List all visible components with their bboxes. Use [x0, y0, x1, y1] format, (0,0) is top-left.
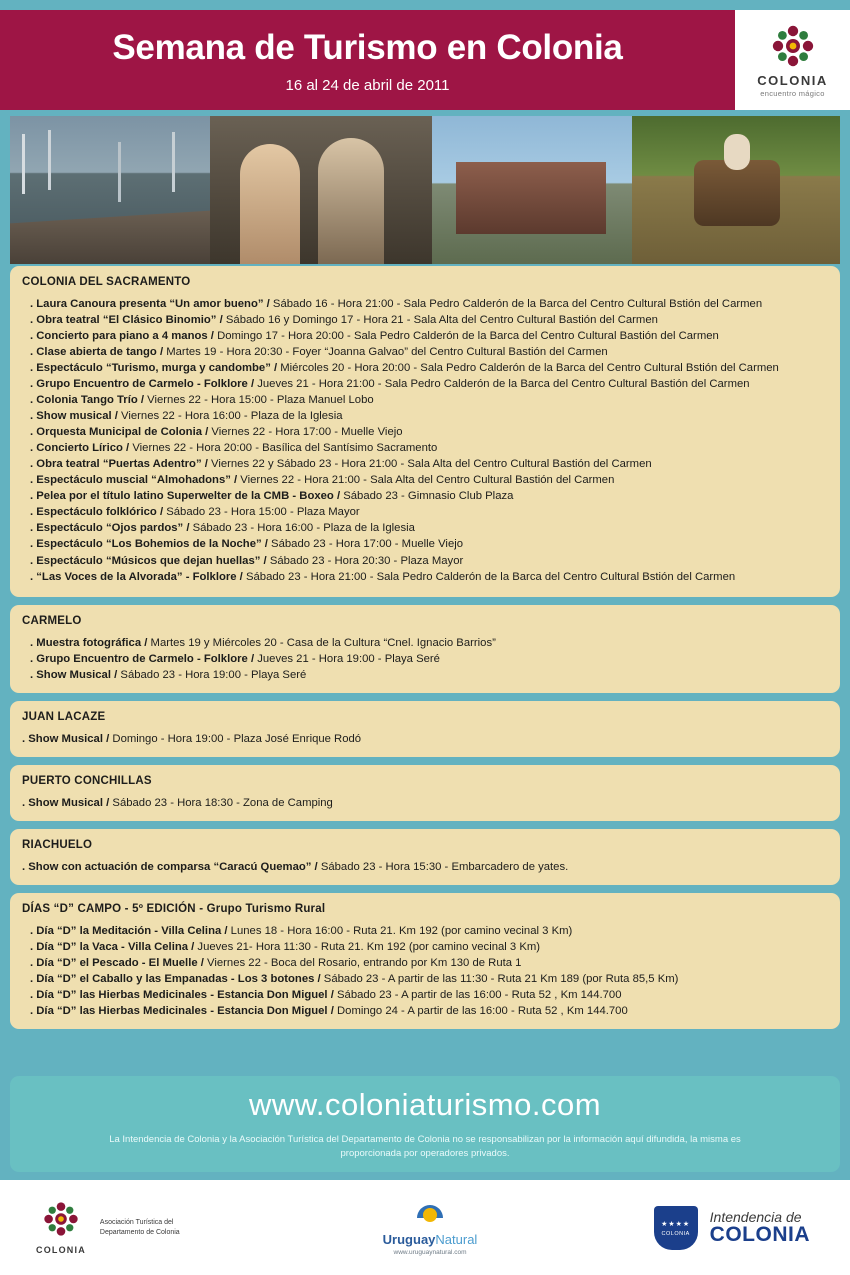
list-item: . Espectáculo folklórico / Sábado 23 - Hora 15:00 - Plaza Mayor — [30, 506, 360, 519]
disclaimer-line-2: aquí difundida, la misma es proporcionada por operadores privados. — [340, 1134, 741, 1159]
shield-name: COLONIA — [661, 1230, 690, 1237]
colonia-logo-name: COLONIA — [757, 72, 828, 88]
list-item: . Show con actuación de comparsa “Caracú Quemao” / Sábado 23 - Hora 15:30 - Embarcadero de yates. — [22, 860, 569, 873]
atdc-line-2: Departamento de Colonia — [99, 1228, 180, 1236]
list-item: . Día “D” la Vaca - Villa Celina / Jueves 21- Hora 11:30 - Ruta 21. Km 192 (por camino vecinal 3 Km) — [30, 940, 541, 953]
footer-colonia-logo — [36, 1200, 86, 1255]
list-item: . Pelea por el título latino Superwelter de la CMB - Boxeo / Sábado 23 - Gimnasio Club Plaza — [30, 490, 514, 503]
list-item: . Grupo Encuentro de Carmelo - Folklore / Jueves 21 - Hora 21:00 - Sala Pedro Calderón de la Barca del Centro Cultural Bastión del Carmen — [30, 378, 750, 391]
disclaimer-line-1: La Intendencia de Colonia y la Asociación Turística del Departamento de Colonia no se responsabilizan por la información — [109, 1134, 623, 1146]
list-item: . Espectáculo “Los Bohemios de la Noche” / Sábado 23 - Hora 17:00 - Muelle Viejo — [30, 538, 464, 551]
section-title: PUERTO CONCHILLAS — [22, 774, 152, 787]
photo-stone-ruins — [432, 116, 632, 264]
colonia-logo-tagline: encuentro mágico — [760, 88, 825, 98]
section-juan-lacaze — [10, 701, 840, 757]
list-item: . Obra teatral “El Clásico Binomio” / Sábado 16 y Domingo 17 - Hora 21 - Sala Alta del Centro Cultural Bastión del Carmen — [30, 314, 658, 327]
section-title: RIACHUELO — [22, 838, 93, 851]
intendencia-logo — [654, 1206, 810, 1250]
list-item: . Espectáculo muscial “Almohadons” / Viernes 22 - Hora 21:00 - Sala Alta del Centro Cultural Bastión del Carmen — [30, 474, 615, 487]
intendencia-line-2: COLONIA — [709, 1223, 810, 1247]
footer-colonia-name: COLONIA — [36, 1245, 86, 1255]
list-item: . Grupo Encuentro de Carmelo - Folklore / Jueves 21 - Hora 19:00 - Playa Seré — [30, 652, 440, 665]
list-item: . Espectáculo “Turismo, murga y candombe” / Miércoles 20 - Hora 20:00 - Sala Pedro Calderón de la Barca del Centro Cultural Bstión del Carmen — [30, 362, 779, 375]
list-item: . Show Musical / Sábado 23 - Hora 19:00 - Playa Seré — [30, 668, 307, 681]
uruguay-word: Uruguay — [382, 1232, 436, 1247]
list-item: . Show musical / Viernes 22 - Hora 16:00 - Plaza de la Iglesia — [30, 410, 343, 423]
natural-word: Natural — [435, 1232, 478, 1247]
section-dias-d-campo — [10, 893, 840, 1029]
colonia-star-icon — [770, 23, 816, 69]
list-item: . Día “D” el Caballo y las Empanadas - Los 3 botones / Sábado 23 - A partir de las 11:30 - Ruta 21 Km 189 (por Ruta 85,5 Km) — [30, 972, 679, 985]
list-item: . Colonia Tango Trío / Viernes 22 - Hora 15:00 - Plaza Manuel Lobo — [30, 394, 374, 407]
program-content — [10, 266, 840, 1037]
list-item: . Show Musical / Sábado 23 - Hora 18:30 - Zona de Camping — [22, 796, 333, 809]
poster-header — [0, 10, 850, 110]
section-title: JUAN LACAZE — [22, 710, 106, 723]
section-riachuelo — [10, 829, 840, 885]
list-item: . Muestra fotográfica / Martes 19 y Miércoles 20 - Casa de la Cultura “Cnel. Ignacio Barrios” — [30, 636, 496, 649]
photo-two-women — [210, 116, 432, 264]
uruguay-natural-url: www.uruguaynatural.com — [393, 1249, 467, 1256]
list-item: . Espectáculo “Músicos que dejan huellas” / Sábado 23 - Hora 20:30 - Plaza Mayor — [30, 554, 464, 567]
section-title: DÍAS “D” CAMPO - 5º EDICIÓN - Grupo Turismo Rural — [22, 902, 326, 915]
photo-strip — [10, 116, 840, 264]
intendencia-text — [710, 1210, 810, 1247]
section-carmelo — [10, 605, 840, 693]
section-title: COLONIA DEL SACRAMENTO — [22, 276, 191, 288]
section-puerto-conchillas — [10, 765, 840, 821]
disclaimer — [105, 1133, 745, 1161]
colonia-logo — [735, 10, 850, 110]
list-item: . Obra teatral “Puertas Adentro” / Viernes 22 y Sábado 23 - Hora 21:00 - Sala Alta del Centro Cultural Bastión del Carmen — [30, 458, 652, 471]
list-item: . “Las Voces de la Alvorada” - Folklore / Sábado 23 - Hora 21:00 - Sala Pedro Calderón de la Barca del Centro Cultural Bstión del Carmen — [30, 570, 736, 583]
list-item: . Espectáculo “Ojos pardos” / Sábado 23 - Hora 16:00 - Plaza de la Iglesia — [30, 522, 415, 535]
photo-port-pier — [10, 116, 210, 264]
list-item: . Show Musical / Domingo - Hora 19:00 - Plaza José Enrique Rodó — [22, 732, 362, 745]
page-title: Semana de Turismo en Colonia — [112, 28, 623, 67]
list-item: . Laura Canoura presenta “Un amor bueno” / Sábado 16 - Hora 21:00 - Sala Pedro Calderón de la Barca del Centro Cultural Bstión del Carmen — [30, 298, 763, 310]
header-dates: 16 al 24 de abril de 2011 — [285, 77, 450, 94]
website-url[interactable]: www.coloniaturismo.com — [248, 1087, 602, 1123]
shield-icon — [654, 1206, 698, 1250]
header-band — [0, 10, 735, 110]
list-item: . Día “D” las Hierbas Medicinales - Estancia Don Miguel / Sábado 23 - A partir de las 16:00 - Ruta 52 , Km 144.700 — [30, 988, 622, 1001]
intendencia-line-1: Intendencia de — [709, 1208, 802, 1225]
website-banner — [10, 1076, 840, 1172]
list-item: . Orquesta Municipal de Colonia / Viernes 22 - Hora 17:00 - Muelle Viejo — [30, 426, 403, 439]
sun-icon — [413, 1196, 447, 1230]
section-colonia-del-sacramento — [10, 266, 840, 597]
list-item: . Concierto para piano a 4 manos / Domingo 17 - Hora 20:00 - Sala Pedro Calderón de la Barca del Centro Cultural Bastión del Carmen — [30, 330, 719, 343]
section-title: CARMELO — [22, 614, 82, 627]
list-item: . Día “D” las Hierbas Medicinales - Estancia Don Miguel / Domingo 24 - A partir de las 16:00 - Ruta 52 , Km 144.700 — [30, 1004, 628, 1017]
poster-footer — [0, 1180, 850, 1275]
uruguay-natural-logo — [350, 1196, 510, 1256]
photo-horse-rider — [632, 116, 840, 264]
atdc-line-1: Asociación Turística del — [99, 1219, 174, 1227]
shield-stars: ★★★★ — [661, 1220, 691, 1228]
uruguay-natural-name — [350, 1232, 510, 1247]
colonia-star-icon — [42, 1200, 80, 1243]
list-item: . Clase abierta de tango / Martes 19 - Hora 20:30 - Foyer “Joanna Galvao” del Centro Cultural Bastión del Carmen — [30, 346, 608, 359]
footer-atdc-block — [36, 1200, 180, 1255]
footer-atdc-text — [100, 1218, 180, 1237]
list-item: . Concierto Lírico / Viernes 22 - Hora 20:00 - Basílica del Santísimo Sacramento — [30, 442, 438, 455]
list-item: . Día “D” la Meditación - Villa Celina / Lunes 18 - Hora 16:00 - Ruta 21. Km 192 (por camino vecinal 3 Km) — [30, 924, 573, 937]
list-item: . Día “D” el Pescado - El Muelle / Viernes 22 - Boca del Rosario, entrando por Km 130 de Ruta 1 — [30, 956, 522, 969]
